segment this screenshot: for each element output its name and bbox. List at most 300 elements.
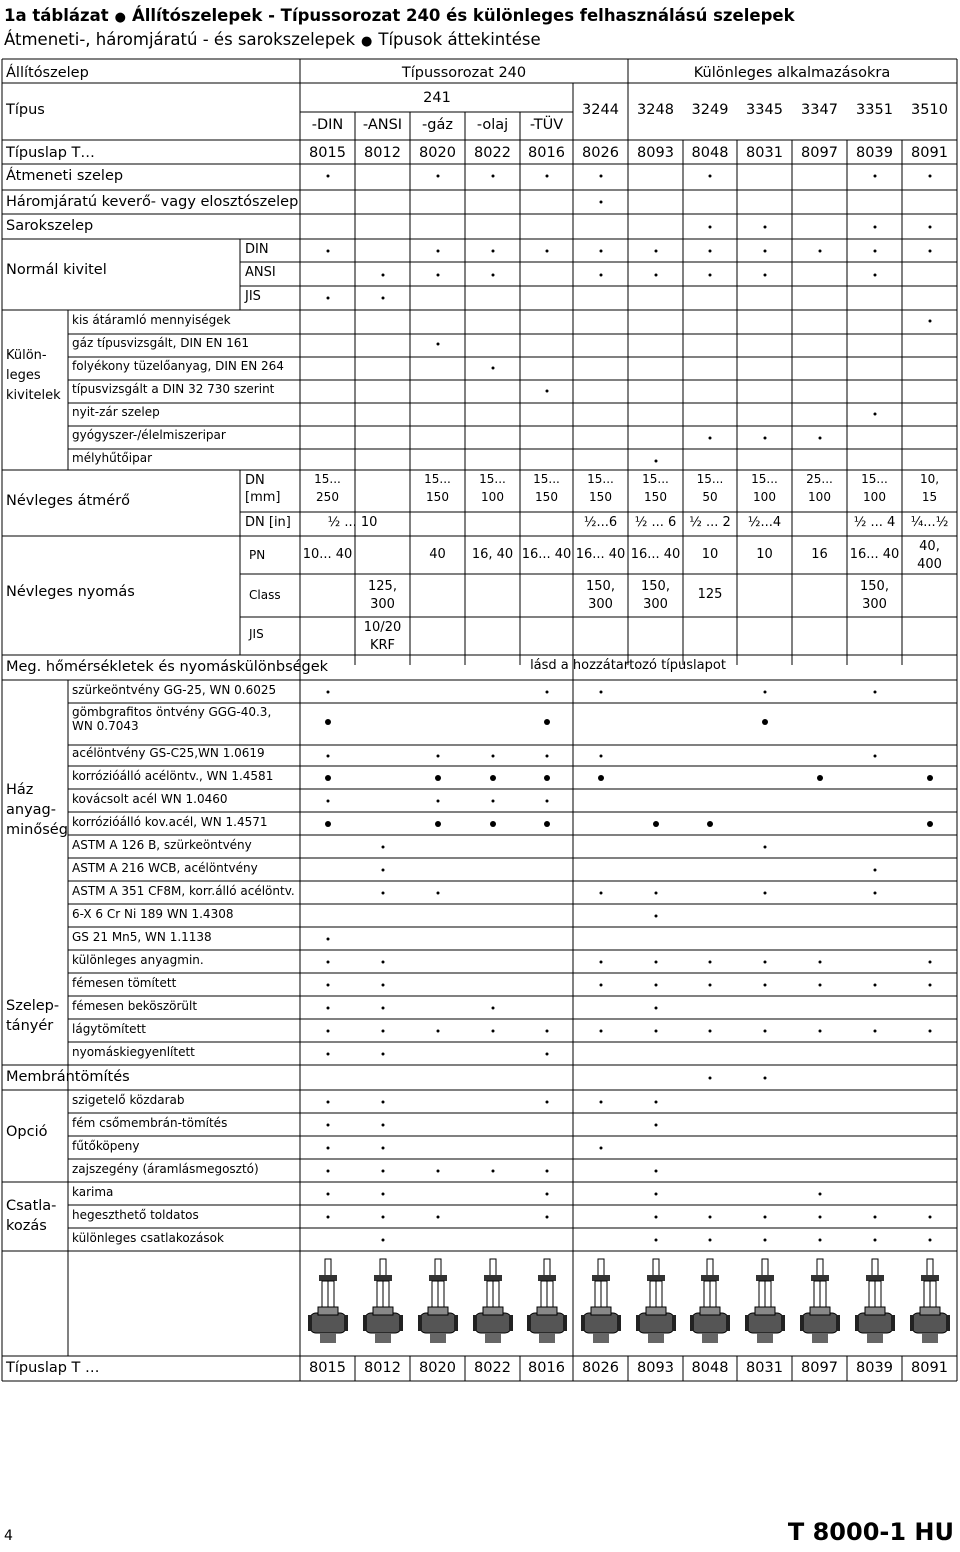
bullet-mark (763, 437, 766, 440)
valve-icon (527, 1255, 567, 1350)
bullet-mark (873, 1030, 876, 1033)
datasheet-number: 8020 (419, 145, 456, 161)
row-label: ANSI (245, 265, 276, 280)
dn-in-value: ¼...½ (910, 515, 949, 530)
bullet-mark (654, 250, 657, 253)
valve-icon (636, 1255, 676, 1350)
row-label: lágytömített (72, 1022, 146, 1036)
bullet-mark (381, 892, 384, 895)
bullet-mark (818, 1216, 821, 1219)
datasheet-number: 8012 (364, 1360, 401, 1376)
row-label: Névleges átmérő (6, 493, 131, 509)
bullet-mark (436, 755, 439, 758)
bullet-mark (436, 1216, 439, 1219)
row-label: Membrántömítés (6, 1069, 130, 1085)
bullet-mark (491, 1030, 494, 1033)
table-subtitle: Átmeneti-, háromjáratú - és sarokszelepek ● Típusok áttekintése (4, 30, 541, 49)
row-label: Normál kivitel (6, 262, 107, 278)
bullet-mark (763, 226, 766, 229)
bullet-mark (491, 367, 494, 370)
dn-value: 150 (589, 490, 612, 504)
bullet-mark (873, 274, 876, 277)
bullet-mark (436, 175, 439, 178)
bullet-mark (326, 1053, 329, 1056)
row-label: szigetelő közdarab (72, 1093, 185, 1107)
bullet-mark (326, 1193, 329, 1196)
bullet-mark (545, 390, 548, 393)
bullet-mark (709, 274, 712, 277)
bullet-mark (326, 1007, 329, 1010)
bullet-mark (545, 1170, 548, 1173)
bullet-mark (436, 892, 439, 895)
row-label: JIS (249, 627, 264, 641)
bullet-mark (709, 437, 712, 440)
bullet-mark (709, 961, 712, 964)
pn-value: 16, 40 (471, 547, 514, 562)
bullet-mark (326, 984, 329, 987)
bullet-mark (762, 719, 768, 725)
bullet-mark (599, 1030, 602, 1033)
bullet-mark (928, 250, 931, 253)
row-label: Háromjáratú keverő- vagy elosztószelep (6, 194, 299, 210)
bullet-mark (545, 250, 548, 253)
bullet-mark (928, 961, 931, 964)
row-label: ASTM A 351 CF8M, korr.álló acélöntv. (72, 884, 295, 898)
valve-icon (910, 1255, 950, 1350)
row-label: gáz típusvizsgált, DIN EN 161 (72, 336, 250, 350)
bullet-mark (654, 1030, 657, 1033)
row-label: fűtőköpeny (72, 1139, 140, 1153)
bullet-mark (545, 1030, 548, 1033)
bullet-mark (326, 1124, 329, 1127)
bullet-mark (545, 1193, 548, 1196)
bullet-mark (381, 1124, 384, 1127)
bullet-mark (873, 869, 876, 872)
row-label: DIN (245, 242, 269, 257)
special-heading: Különleges alkalmazásokra (693, 65, 891, 81)
row-label: Sarokszelep (6, 218, 94, 234)
datasheet-number: 8091 (911, 145, 948, 161)
row-label: Névleges nyomás (6, 584, 135, 600)
bullet-mark (654, 1170, 657, 1173)
datasheet-number: 8022 (474, 145, 511, 161)
class-value: 150, 300 (641, 579, 670, 612)
bullet-mark (709, 226, 712, 229)
bullet-mark (326, 1101, 329, 1104)
bullet-mark (544, 719, 550, 725)
bullet-mark (436, 274, 439, 277)
bullet-mark (927, 775, 933, 781)
bullet-mark (545, 755, 548, 758)
bullet-mark (818, 1239, 821, 1242)
bullet-mark (544, 821, 550, 827)
type-ansi: -ANSI (362, 117, 403, 133)
datasheet-label: Típuslap T… (6, 145, 95, 161)
bullet-mark (381, 1053, 384, 1056)
dn-value: 15... (314, 472, 341, 486)
bullet-mark (928, 984, 931, 987)
bullet-mark (381, 1147, 384, 1150)
row-label: Csatla- kozás (6, 1198, 57, 1234)
bullet-mark (491, 1170, 494, 1173)
valve-icon (363, 1255, 403, 1350)
pn-value: 10 (701, 547, 719, 562)
bullet-mark (654, 274, 657, 277)
valve-icon (855, 1255, 895, 1350)
bullet-mark (873, 1239, 876, 1242)
row-label: Ház anyag- minőség (6, 782, 68, 838)
row-label: hegeszthető toldatos (72, 1208, 199, 1222)
bullet-mark (873, 175, 876, 178)
row-label: Class (249, 588, 281, 602)
bullet-mark (928, 1216, 931, 1219)
type-oil: -olaj (476, 117, 509, 133)
bullet-mark (873, 755, 876, 758)
bullet-mark (709, 1239, 712, 1242)
bullet-mark (599, 892, 602, 895)
pn-value: 40 (429, 547, 446, 562)
document-code: T 8000-1 HU (787, 1518, 954, 1546)
dn-value: 150 (535, 490, 558, 504)
bullet-mark (873, 1216, 876, 1219)
bullet-mark (763, 274, 766, 277)
pn-value: 16... 40 (849, 547, 900, 562)
bullet-mark (709, 1216, 712, 1219)
bullet-mark (709, 1030, 712, 1033)
datasheet-number: 8039 (856, 145, 893, 161)
type-3244: 3244 (582, 102, 619, 118)
type-3248: 3248 (637, 102, 674, 118)
row-label: zajszegény (áramlásmegosztó) (72, 1162, 259, 1176)
datasheet-number: 8022 (474, 1360, 511, 1376)
bullet-mark (709, 175, 712, 178)
bullet-mark (326, 691, 329, 694)
bullet-mark (381, 1007, 384, 1010)
bullet-mark (326, 800, 329, 803)
row-label: Átmeneti szelep (6, 168, 124, 184)
row-label: DN (245, 473, 265, 488)
bullet-mark (817, 775, 823, 781)
row-label: Meg. hőmérsékletek és nyomáskülönbségek (6, 659, 329, 675)
bullet-mark (599, 250, 602, 253)
bullet-mark (436, 343, 439, 346)
dn-value: 15... (861, 472, 888, 486)
class-value: 150, 300 (860, 579, 889, 612)
row-label: Szelep- tányér (6, 998, 60, 1034)
bullet-mark (653, 821, 659, 827)
bullet-mark (325, 821, 331, 827)
bullet-mark (599, 175, 602, 178)
datasheet-number: 8026 (582, 1360, 619, 1376)
bullet-mark (326, 1147, 329, 1150)
bullet-mark (654, 1101, 657, 1104)
row-label: ASTM A 216 WCB, acélöntvény (72, 861, 258, 875)
row-label: korrózióálló acélöntv., WN 1.4581 (72, 769, 274, 783)
bullet-mark (763, 846, 766, 849)
datasheet-number: 8012 (364, 145, 401, 161)
page-number: 4 (4, 1528, 13, 1544)
bullet-mark (763, 892, 766, 895)
bullet-mark (599, 984, 602, 987)
row-label: Opció (6, 1124, 48, 1140)
bullet-mark (818, 961, 821, 964)
jis-value: 10/20 KRF (363, 620, 402, 653)
row-label: [mm] (245, 490, 281, 505)
row-label: különleges anyagmin. (72, 953, 204, 967)
bullet-mark (598, 775, 604, 781)
dn-in-value: ½ ... 4 (853, 515, 896, 530)
bullet-mark (381, 984, 384, 987)
datasheet-number: 8097 (801, 1360, 838, 1376)
table-title: 1a táblázat ● Állítószelepek - Típussorozat 240 és különleges felhasználású szelepek (4, 6, 795, 25)
dn-value: 15... (587, 472, 614, 486)
bullet-mark (381, 1030, 384, 1033)
row-label: ASTM A 126 B, szürkeöntvény (72, 838, 252, 852)
bullet-mark (545, 691, 548, 694)
row-label: típusvizsgált a DIN 32 730 szerint (72, 382, 275, 396)
datasheet-number: 8015 (309, 1360, 346, 1376)
pn-value: 16... 40 (630, 547, 681, 562)
bullet-mark (873, 892, 876, 895)
type-din: -DIN (311, 117, 344, 133)
bullet-mark (435, 821, 441, 827)
dn-value: 15 (921, 490, 938, 504)
bullet-mark (709, 250, 712, 253)
row-label: kis átáramló mennyiségek (72, 313, 231, 327)
bullet-mark (928, 1239, 931, 1242)
bullet-mark (436, 1170, 439, 1173)
row-label: fémesen tömített (72, 976, 177, 990)
row-label: korrózióálló kov.acél, WN 1.4571 (72, 815, 268, 829)
row-label: nyit-zár szelep (72, 405, 160, 419)
datasheet-number: 8020 (419, 1360, 456, 1376)
bullet-mark (381, 297, 384, 300)
dn-value: 15... (479, 472, 506, 486)
dn-in-value: ½ ... 10 (327, 515, 378, 530)
bullet-mark (654, 961, 657, 964)
bullet-mark (326, 755, 329, 758)
dn-value: 10, (919, 472, 940, 486)
bullet-mark (654, 984, 657, 987)
class-value: 125, 300 (368, 579, 397, 612)
bullet-mark (818, 437, 821, 440)
bullet-mark (763, 1216, 766, 1219)
datasheet-number: 8026 (582, 145, 619, 161)
bullet-mark (326, 1030, 329, 1033)
dn-value: 100 (863, 490, 886, 504)
bullet-mark (654, 1124, 657, 1127)
bullet-mark (818, 1030, 821, 1033)
bullet-mark (927, 821, 933, 827)
bullet-mark (928, 1030, 931, 1033)
bullet-mark (928, 226, 931, 229)
bullet-mark (818, 984, 821, 987)
bullet-mark (654, 1239, 657, 1242)
bullet-mark (599, 961, 602, 964)
bullet-mark (654, 892, 657, 895)
bullet-mark (599, 201, 602, 204)
datasheet-number: 8016 (528, 145, 565, 161)
bullet-mark (599, 1101, 602, 1104)
bullet-mark (599, 755, 602, 758)
bullet-mark (873, 250, 876, 253)
bullet-mark (490, 821, 496, 827)
bullet-mark (654, 1193, 657, 1196)
bullet-mark (381, 846, 384, 849)
bullet-mark (326, 175, 329, 178)
datasheet-number: 8093 (637, 1360, 674, 1376)
dn-value: 25... (806, 472, 833, 486)
datasheet-number: 8048 (691, 145, 729, 161)
datasheet-number: 8093 (637, 145, 674, 161)
valve-icon (745, 1255, 785, 1350)
bullet-mark (381, 1170, 384, 1173)
bullet-mark (326, 1170, 329, 1173)
pn-value: 16... 40 (521, 547, 572, 562)
row-label: gömbgrafitos öntvény GGG-40.3, WN 0.7043 (72, 705, 272, 733)
bullet-mark (928, 320, 931, 323)
dn-in-value: ½ ... 2 (689, 515, 731, 530)
datasheet-number: 8039 (856, 1360, 893, 1376)
dn-value: 15... (642, 472, 669, 486)
type-3347: 3347 (801, 102, 838, 118)
bullet-mark (326, 297, 329, 300)
bullet-mark (491, 755, 494, 758)
dn-value: 100 (481, 490, 504, 504)
bullet-mark (654, 915, 657, 918)
bullet-mark (545, 1101, 548, 1104)
bullet-mark (381, 1193, 384, 1196)
bullet-mark (491, 800, 494, 803)
bullet-mark (709, 1077, 712, 1080)
bullet-mark (763, 1030, 766, 1033)
dn-value: 100 (753, 490, 776, 504)
bullet-mark (326, 1216, 329, 1219)
dn-value: 150 (426, 490, 449, 504)
bullet-mark (381, 274, 384, 277)
dn-value: 100 (808, 490, 831, 504)
pn-value: 10... 40 (302, 547, 353, 562)
dn-value: 15... (751, 472, 778, 486)
type-241-label: 241 (423, 90, 451, 106)
bullet-mark (763, 961, 766, 964)
datasheet-number: 8097 (801, 145, 838, 161)
bullet-icon: ● (361, 34, 373, 49)
valve-icon (308, 1255, 348, 1350)
bullet-mark (490, 775, 496, 781)
valve-icon (800, 1255, 840, 1350)
type-3345: 3345 (746, 102, 783, 118)
row-label: DN [in] (245, 515, 291, 530)
datasheet-number: 8031 (746, 145, 783, 161)
dn-value: 250 (316, 490, 339, 504)
valve-icon (690, 1255, 730, 1350)
bullet-mark (599, 274, 602, 277)
bullet-mark (436, 1030, 439, 1033)
row-label: fémesen beköszörült (72, 999, 198, 1013)
datasheet-number: 8048 (691, 1360, 729, 1376)
bullet-mark (325, 719, 331, 725)
type-tuv: -TÜV (529, 117, 564, 133)
bullet-mark (326, 250, 329, 253)
row-label: PN (249, 548, 266, 562)
datasheet-number: 8031 (746, 1360, 783, 1376)
datasheet-number: 8015 (309, 145, 346, 161)
bullet-mark (491, 250, 494, 253)
dn-in-value: ½ ... 6 (634, 515, 677, 530)
row-label: JIS (245, 289, 261, 304)
bullet-mark (544, 775, 550, 781)
datasheet-number: 8016 (528, 1360, 565, 1376)
bullet-mark (654, 1007, 657, 1010)
bullet-mark (545, 1216, 548, 1219)
bullet-mark (545, 800, 548, 803)
bullet-mark (818, 250, 821, 253)
valve-illustrations (0, 1251, 960, 1356)
bullet-mark (381, 1216, 384, 1219)
bullet-mark (709, 984, 712, 987)
bullet-mark (491, 274, 494, 277)
pn-value: 16 (811, 547, 828, 562)
bullet-mark (436, 250, 439, 253)
see-datasheet-note: lásd a hozzátartozó típuslapot (530, 658, 726, 673)
row-label: szürkeöntvény GG-25, WN 0.6025 (72, 683, 277, 697)
valve-icon (473, 1255, 513, 1350)
valve-icon (418, 1255, 458, 1350)
dn-value: 15... (533, 472, 560, 486)
class-value: 125 (697, 587, 723, 602)
bullet-mark (873, 226, 876, 229)
bullet-icon: ● (114, 10, 126, 25)
bullet-mark (599, 1147, 602, 1150)
bullet-mark (763, 250, 766, 253)
bullet-mark (873, 984, 876, 987)
row-label: GS 21 Mn5, WN 1.1138 (72, 930, 212, 944)
dn-value: 15... (424, 472, 451, 486)
datasheet-number: 8091 (911, 1360, 948, 1376)
dn-in-value: ½...4 (747, 515, 782, 530)
bullet-mark (491, 1007, 494, 1010)
bullet-mark (654, 460, 657, 463)
bullet-mark (325, 775, 331, 781)
bullet-mark (928, 175, 931, 178)
bullet-mark (545, 175, 548, 178)
pn-value: 40, 400 (917, 539, 942, 572)
bullet-mark (873, 413, 876, 416)
row-label: különleges csatlakozások (72, 1231, 224, 1245)
bullet-mark (381, 961, 384, 964)
bullet-mark (763, 1077, 766, 1080)
bullet-mark (818, 1193, 821, 1196)
row-label: mélyhűtőipar (72, 451, 153, 465)
row-label: karima (72, 1185, 114, 1199)
row-label: 6-X 6 Cr Ni 189 WN 1.4308 (72, 907, 234, 921)
dn-value: 150 (644, 490, 667, 504)
bullet-mark (654, 1216, 657, 1219)
series-heading: Típussorozat 240 (401, 65, 527, 81)
dn-value: 50 (702, 490, 718, 504)
row-label: folyékony tüzelőanyag, DIN EN 264 (72, 359, 284, 373)
bullet-mark (435, 775, 441, 781)
dn-in-value: ½...6 (583, 515, 618, 530)
corner-label: Állítószelep (6, 65, 89, 81)
bullet-mark (381, 1239, 384, 1242)
row-label: gyógyszer-/élelmiszeripar (72, 428, 226, 442)
bullet-mark (545, 1053, 548, 1056)
bullet-mark (873, 691, 876, 694)
type-3249: 3249 (691, 102, 729, 118)
row-label: nyomáskiegyenlített (72, 1045, 195, 1059)
